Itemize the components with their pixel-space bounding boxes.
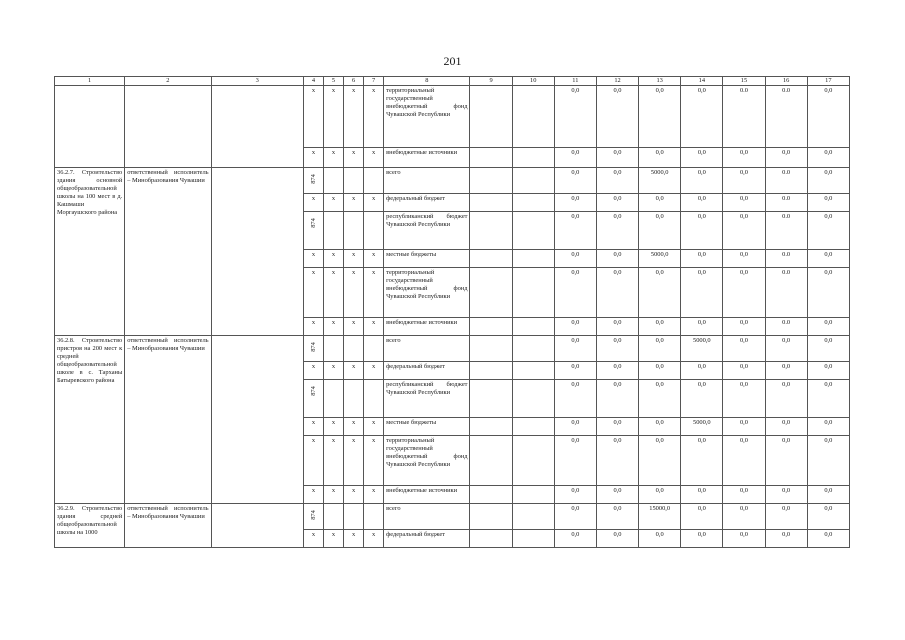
value-cell: 0,0	[639, 436, 681, 486]
value-cell: 0,0	[681, 380, 723, 418]
value-cell: 0,0	[807, 380, 849, 418]
value-cell: 0,0	[639, 530, 681, 548]
col-num: 13	[639, 77, 681, 86]
col-num: 1	[55, 77, 125, 86]
col-num: 17	[807, 77, 849, 86]
empty-cell	[512, 148, 554, 168]
x-cell: x	[364, 250, 384, 268]
value-cell: 0,0	[554, 318, 596, 336]
value-cell: 0,0	[807, 418, 849, 436]
value-cell: 0,0	[554, 530, 596, 548]
empty-cell	[364, 336, 384, 362]
value-cell: 0,0	[554, 418, 596, 436]
col-num: 8	[384, 77, 470, 86]
source-label: всего	[384, 168, 470, 194]
empty-cell	[470, 504, 512, 530]
x-cell: x	[303, 86, 323, 148]
x-cell: x	[344, 486, 364, 504]
value-cell: 0,0	[554, 436, 596, 486]
empty-cell	[512, 530, 554, 548]
value-cell: 0,0	[723, 486, 765, 504]
executor-cell	[211, 86, 303, 168]
code-label: 874	[309, 174, 317, 184]
x-cell: x	[364, 148, 384, 168]
x-cell: x	[303, 194, 323, 212]
x-cell: x	[323, 268, 343, 318]
measure-name: 36.2.8. Строительство пристроя на 200 мест к средней общеобразовательной школе в с. Тарханы Батыревского района	[55, 336, 125, 504]
col-num: 7	[364, 77, 384, 86]
code-label: 874	[309, 510, 317, 520]
empty-cell	[512, 504, 554, 530]
col-num: 15	[723, 77, 765, 86]
measure-cell	[125, 86, 211, 168]
value-cell: 0,0	[807, 530, 849, 548]
empty-cell	[323, 504, 343, 530]
source-label: федеральный бюджет	[384, 530, 470, 548]
x-cell: x	[364, 362, 384, 380]
empty-cell	[470, 194, 512, 212]
x-cell: x	[344, 86, 364, 148]
x-cell: x	[364, 486, 384, 504]
empty-cell	[323, 168, 343, 194]
col-num: 11	[554, 77, 596, 86]
empty-cell	[470, 268, 512, 318]
value-cell: 0,0	[681, 530, 723, 548]
empty-cell	[470, 380, 512, 418]
table-row	[55, 336, 850, 362]
value-cell: 0,0	[807, 194, 849, 212]
value-cell: 0,0	[807, 336, 849, 362]
x-cell: x	[303, 250, 323, 268]
source-label: федеральный бюджет	[384, 362, 470, 380]
empty-cell	[323, 336, 343, 362]
code-cell	[303, 504, 323, 530]
value-cell: 0,0	[681, 250, 723, 268]
executor-cell	[211, 168, 303, 336]
empty-cell	[470, 212, 512, 250]
x-cell: x	[344, 436, 364, 486]
value-cell: 0,0	[723, 418, 765, 436]
col-num: 9	[470, 77, 512, 86]
code-label: 874	[309, 342, 317, 352]
x-cell: x	[303, 362, 323, 380]
x-cell: x	[323, 318, 343, 336]
x-cell: x	[303, 436, 323, 486]
executor-cell	[211, 336, 303, 504]
x-cell: x	[364, 530, 384, 548]
value-cell: 0,0	[596, 86, 638, 148]
value-cell: 0,0	[807, 318, 849, 336]
value-cell: 0,0	[554, 250, 596, 268]
x-cell: x	[364, 86, 384, 148]
value-cell: 0,0	[639, 212, 681, 250]
col-num: 10	[512, 77, 554, 86]
value-cell: 0,0	[681, 318, 723, 336]
measure-name: 36.2.7. Строительство здания основной общеобразовательной школы на 100 мест в д. Кашмаши Моргаушского района	[55, 168, 125, 336]
value-cell: 0,0	[723, 504, 765, 530]
x-cell: x	[303, 418, 323, 436]
x-cell: x	[323, 362, 343, 380]
x-cell: x	[344, 250, 364, 268]
col-num: 14	[681, 77, 723, 86]
empty-cell	[364, 168, 384, 194]
empty-cell	[512, 268, 554, 318]
value-cell: 5000,0	[681, 418, 723, 436]
value-cell: 0,0	[723, 362, 765, 380]
x-cell: x	[364, 418, 384, 436]
x-cell: x	[303, 148, 323, 168]
value-cell: 0,0	[723, 336, 765, 362]
value-cell: 0,0	[681, 212, 723, 250]
source-label: всего	[384, 504, 470, 530]
col-num: 5	[323, 77, 343, 86]
value-cell: 0,0	[596, 250, 638, 268]
empty-cell	[364, 380, 384, 418]
value-cell: 0,0	[596, 486, 638, 504]
x-cell: x	[364, 436, 384, 486]
code-cell	[303, 212, 323, 250]
source-label: федеральный бюджет	[384, 194, 470, 212]
x-cell: x	[323, 486, 343, 504]
col-num: 16	[765, 77, 807, 86]
value-cell: 0,0	[554, 380, 596, 418]
value-cell: 0,0	[723, 318, 765, 336]
value-cell: 5000,0	[639, 168, 681, 194]
empty-cell	[470, 486, 512, 504]
value-cell: 0,0	[554, 362, 596, 380]
empty-cell	[323, 212, 343, 250]
col-num: 12	[596, 77, 638, 86]
empty-cell	[512, 86, 554, 148]
value-cell: 0.0	[765, 250, 807, 268]
empty-cell	[512, 380, 554, 418]
empty-cell	[512, 250, 554, 268]
value-cell: 0,0	[723, 380, 765, 418]
measure-name: 36.2.9. Строительство здания средней общеобразовательной школы на 1000	[55, 504, 125, 548]
x-cell: x	[323, 530, 343, 548]
value-cell: 0,0	[639, 336, 681, 362]
value-cell: 5000,0	[639, 250, 681, 268]
value-cell: 0,0	[807, 250, 849, 268]
value-cell: 0,0	[596, 418, 638, 436]
value-cell: 0,0	[807, 86, 849, 148]
x-cell: x	[364, 268, 384, 318]
table-row	[55, 168, 850, 194]
value-cell: 0,0	[723, 250, 765, 268]
code-cell	[303, 380, 323, 418]
value-cell: 0,0	[596, 148, 638, 168]
value-cell: 0,0	[765, 380, 807, 418]
value-cell: 0,0	[596, 318, 638, 336]
value-cell: 0,0	[554, 504, 596, 530]
executor-name: ответственный исполнитель – Минобразования Чувашии	[125, 336, 211, 504]
col-num: 4	[303, 77, 323, 86]
x-cell: x	[364, 318, 384, 336]
col-num: 6	[344, 77, 364, 86]
value-cell: 0,0	[639, 86, 681, 148]
value-cell: 0,0	[723, 148, 765, 168]
value-cell: 0,0	[765, 336, 807, 362]
empty-cell	[512, 318, 554, 336]
value-cell: 5000,0	[681, 336, 723, 362]
source-label: местные бюджеты	[384, 250, 470, 268]
empty-cell	[470, 86, 512, 148]
measure-cell	[55, 86, 125, 168]
x-cell: x	[303, 268, 323, 318]
empty-cell	[364, 504, 384, 530]
empty-cell	[470, 168, 512, 194]
financing-table	[54, 76, 850, 548]
source-label: территориальный государственный внебюджетный фонд Чувашской Республики	[384, 436, 470, 486]
x-cell: x	[323, 194, 343, 212]
value-cell: 0,0	[639, 148, 681, 168]
empty-cell	[470, 318, 512, 336]
empty-cell	[470, 362, 512, 380]
x-cell: x	[303, 486, 323, 504]
x-cell: x	[344, 362, 364, 380]
x-cell: x	[344, 418, 364, 436]
value-cell: 0,0	[681, 194, 723, 212]
value-cell: 0,0	[596, 530, 638, 548]
value-cell: 0,0	[765, 530, 807, 548]
value-cell: 0,0	[807, 268, 849, 318]
source-label: территориальный государственный внебюджетный фонд Чувашской Республики	[384, 86, 470, 148]
value-cell: 0,0	[807, 148, 849, 168]
value-cell: 0,0	[723, 530, 765, 548]
value-cell: 0,0	[723, 268, 765, 318]
value-cell: 0,0	[765, 486, 807, 504]
value-cell: 0,0	[681, 268, 723, 318]
value-cell: 0,0	[639, 418, 681, 436]
source-label: внебюджетные источники	[384, 318, 470, 336]
value-cell: 0,0	[681, 362, 723, 380]
value-cell: 15000,0	[639, 504, 681, 530]
x-cell: x	[303, 318, 323, 336]
value-cell: 0,0	[807, 436, 849, 486]
value-cell: 0,0	[639, 318, 681, 336]
source-label: внебюджетные источники	[384, 148, 470, 168]
code-label: 874	[309, 386, 317, 396]
x-cell: x	[344, 148, 364, 168]
value-cell: 0,0	[596, 168, 638, 194]
value-cell: 0.0	[765, 212, 807, 250]
source-label: территориальный государственный внебюджетный фонд Чувашской Республики	[384, 268, 470, 318]
value-cell: 0,0	[807, 504, 849, 530]
col-num: 2	[125, 77, 211, 86]
value-cell: 0,0	[681, 86, 723, 148]
value-cell: 0,0	[596, 268, 638, 318]
executor-name: ответственный исполнитель – Минобразования Чувашии	[125, 504, 211, 548]
value-cell: 0,0	[765, 436, 807, 486]
value-cell: 0,0	[681, 486, 723, 504]
empty-cell	[470, 336, 512, 362]
empty-cell	[344, 336, 364, 362]
value-cell: 0,0	[554, 336, 596, 362]
source-label: республиканский бюджет Чувашской Республики	[384, 380, 470, 418]
value-cell: 0,0	[681, 504, 723, 530]
value-cell: 0,0	[681, 168, 723, 194]
x-cell: x	[344, 268, 364, 318]
value-cell: 0,0	[765, 418, 807, 436]
value-cell: 0.0	[765, 194, 807, 212]
empty-cell	[512, 336, 554, 362]
value-cell: 0,0	[554, 194, 596, 212]
x-cell: x	[323, 250, 343, 268]
col-num: 3	[211, 77, 303, 86]
page-number: 201	[443, 54, 462, 68]
value-cell: 0,0	[723, 168, 765, 194]
value-cell: 0,0	[765, 148, 807, 168]
table-row	[55, 504, 850, 530]
value-cell: 0,0	[723, 212, 765, 250]
x-cell: x	[364, 194, 384, 212]
x-cell: x	[344, 318, 364, 336]
empty-cell	[364, 212, 384, 250]
x-cell: x	[323, 436, 343, 486]
table-row	[55, 86, 850, 148]
value-cell: 0,0	[681, 436, 723, 486]
value-cell: 0,0	[765, 362, 807, 380]
value-cell: 0,0	[596, 362, 638, 380]
value-cell: 0,0	[807, 362, 849, 380]
x-cell: x	[323, 148, 343, 168]
value-cell: 0,0	[639, 268, 681, 318]
value-cell: 0,0	[554, 268, 596, 318]
value-cell: 0,0	[723, 436, 765, 486]
empty-cell	[470, 530, 512, 548]
value-cell: 0,0	[554, 168, 596, 194]
empty-cell	[470, 436, 512, 486]
value-cell: 0.0	[765, 86, 807, 148]
value-cell: 0,0	[807, 486, 849, 504]
value-cell: 0,0	[596, 212, 638, 250]
value-cell: 0,0	[554, 212, 596, 250]
empty-cell	[512, 362, 554, 380]
x-cell: x	[323, 418, 343, 436]
value-cell: 0.0	[765, 318, 807, 336]
value-cell: 0,0	[596, 504, 638, 530]
executor-name: ответственный исполнитель – Минобразования Чувашии	[125, 168, 211, 336]
value-cell: 0,0	[596, 436, 638, 486]
empty-cell	[344, 168, 364, 194]
value-cell: 0,0	[639, 194, 681, 212]
x-cell: x	[303, 530, 323, 548]
code-cell	[303, 336, 323, 362]
value-cell: 0,0	[807, 168, 849, 194]
executor-cell	[211, 504, 303, 548]
value-cell: 0.0	[765, 268, 807, 318]
value-cell: 0.0	[723, 86, 765, 148]
value-cell: 0,0	[639, 380, 681, 418]
empty-cell	[470, 148, 512, 168]
value-cell: 0,0	[639, 362, 681, 380]
x-cell: x	[344, 194, 364, 212]
value-cell: 0,0	[596, 194, 638, 212]
empty-cell	[512, 436, 554, 486]
value-cell: 0,0	[723, 194, 765, 212]
value-cell: 0.0	[765, 168, 807, 194]
empty-cell	[470, 250, 512, 268]
empty-cell	[323, 380, 343, 418]
empty-cell	[344, 380, 364, 418]
empty-cell	[512, 194, 554, 212]
x-cell: x	[323, 86, 343, 148]
empty-cell	[344, 504, 364, 530]
value-cell: 0,0	[554, 86, 596, 148]
code-cell	[303, 168, 323, 194]
x-cell: x	[344, 530, 364, 548]
value-cell: 0,0	[554, 486, 596, 504]
empty-cell	[512, 418, 554, 436]
value-cell: 0,0	[554, 148, 596, 168]
empty-cell	[512, 168, 554, 194]
value-cell: 0,0	[596, 380, 638, 418]
value-cell: 0,0	[807, 212, 849, 250]
source-label: местные бюджеты	[384, 418, 470, 436]
source-label: всего	[384, 336, 470, 362]
empty-cell	[470, 418, 512, 436]
column-number-row	[55, 77, 850, 86]
code-label: 874	[309, 218, 317, 228]
source-label: республиканский бюджет Чувашской Республики	[384, 212, 470, 250]
value-cell: 0,0	[765, 504, 807, 530]
empty-cell	[512, 212, 554, 250]
value-cell: 0,0	[596, 336, 638, 362]
empty-cell	[512, 486, 554, 504]
value-cell: 0,0	[681, 148, 723, 168]
source-label: внебюджетные источники	[384, 486, 470, 504]
empty-cell	[344, 212, 364, 250]
value-cell: 0,0	[639, 486, 681, 504]
